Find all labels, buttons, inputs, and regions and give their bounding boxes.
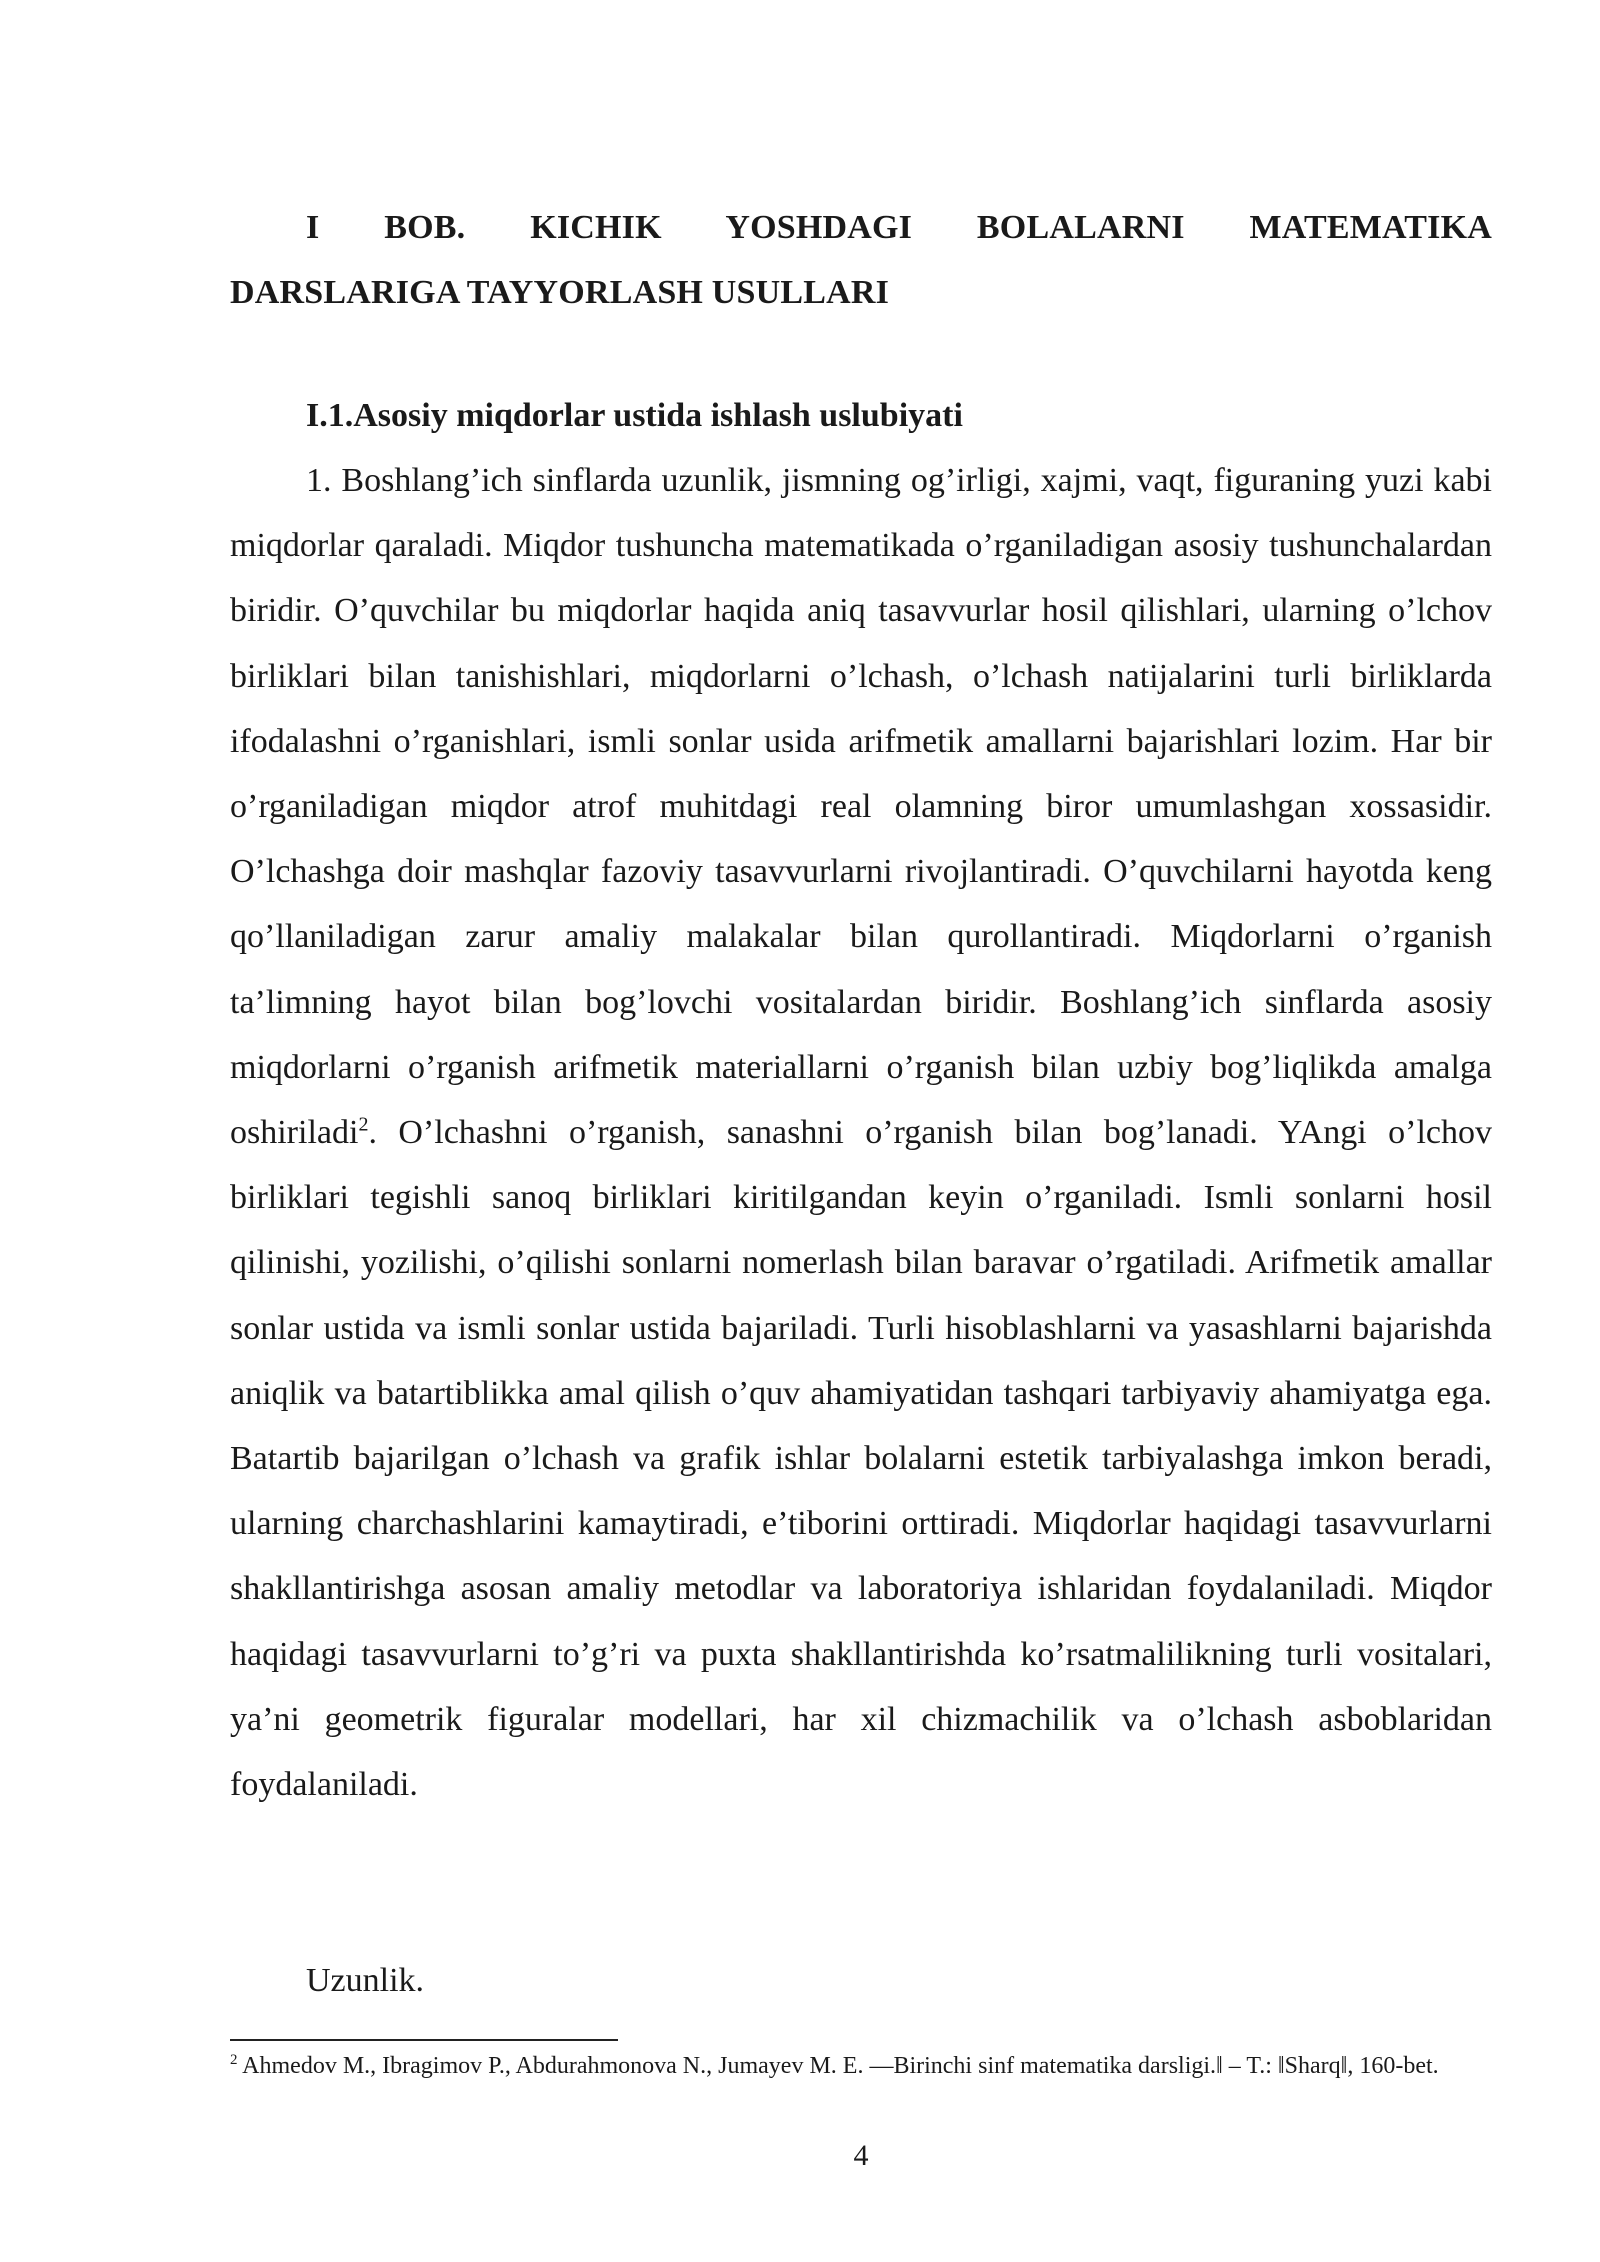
subsection-label: Uzunlik.	[306, 1962, 425, 1999]
footnote-number: 2	[230, 2052, 238, 2068]
footnote-separator	[230, 2039, 618, 2041]
page-number: 4	[853, 2139, 869, 2172]
body-paragraph	[230, 448, 1492, 1817]
footnote	[230, 2051, 1492, 2082]
footnote-text: Ahmedov M., Ibragimov P., Abdurahmonova N., Jumayev M. E. ―Birinchi sinf matematika darsligi.‖ – T.: ‖Sharq‖, 160-bet.	[237, 2053, 1439, 2079]
chapter-title	[230, 195, 1492, 325]
chapter-title-line-1: I BOB. KICHIK YOSHDAGI BOLALARNI MATEMATIKA	[306, 209, 1492, 246]
footnote-reference: 2	[358, 1113, 369, 1136]
paragraph-part-2: . O’lchashni o’rganish, sanashni o’rganish bilan bog’lanadi. YAngi o’lchov birliklari tegishli sanoq birliklari kiritilgandan keyin o’rganiladi. Ismli sonlarni hosil qilinishi, yozilishi, o’qilishi sonlarni nomerlash bilan baravar o’rgatiladi. Arifmetik amallar sonlar ustida va ismli sonlar ustida bajariladi. Turli hisoblashlarni va yasashlarni bajarishda aniqlik va batartiblikka amal qilish o’quv ahamiyatidan tashqari tarbiyaviy ahamiyatga ega. Batartib bajarilgan o’lchash va grafik ishlar bolalarni estetik tarbiyalashga imkon beradi, ularning charchashlarini kamaytiradi, e’tiborini orttiradi. Miqdorlar haqidagi tasavvurlarni shakllantirishga asosan amaliy metodlar va laboratoriya ishlaridan foydalaniladi. Miqdor haqidagi tasavvurlarni to’g’ri va puxta shakllantirishda ko’rsatmalilikning turli vositalari, ya’ni geometrik figuralar modellari, har xil chizmachilik va o’lchash asboblaridan foydalaniladi.	[230, 1114, 1492, 1804]
chapter-title-line-2: DARSLARIGA TAYYORLASH USULLARI	[230, 274, 890, 311]
section-title: I.1.Asosiy miqdorlar ustida ishlash uslubiyati	[306, 397, 963, 434]
paragraph-part-1: 1. Boshlang’ich sinflarda uzunlik, jismning og’irligi, xajmi, vaqt, figuraning yuzi kabi miqdorlar qaraladi. Miqdor tushuncha matematikada o’rganiladigan asosiy tushunchalardan biridir. O’quvchilar bu miqdorlar haqida aniq tasavvurlar hosil qilishlari, ularning o’lchov birliklari bilan tanishishlari, miqdorlarni o’lchash, o’lchash natijalarini turli birliklarda ifodalashni o’rganishlari, ismli sonlar usida arifmetik amallarni bajarishlari lozim. Har bir o’rganiladigan miqdor atrof muhitdagi real olamning biror umumlashgan xossasidir. O’lchashga doir mashqlar fazoviy tasavvurlarni rivojlantiradi. O’quvchilarni hayotda keng qo’llaniladigan zarur amaliy malakalar bilan qurollantiradi. Miqdorlarni o’rganish ta’limning hayot bilan bog’lovchi vositalardan biridir. Boshlang’ich sinflarda asosiy miqdorlarni o’rganish arifmetik materiallarni o’rganish bilan uzbiy bog’liqlikda amalga oshiriladi	[230, 462, 1492, 1152]
